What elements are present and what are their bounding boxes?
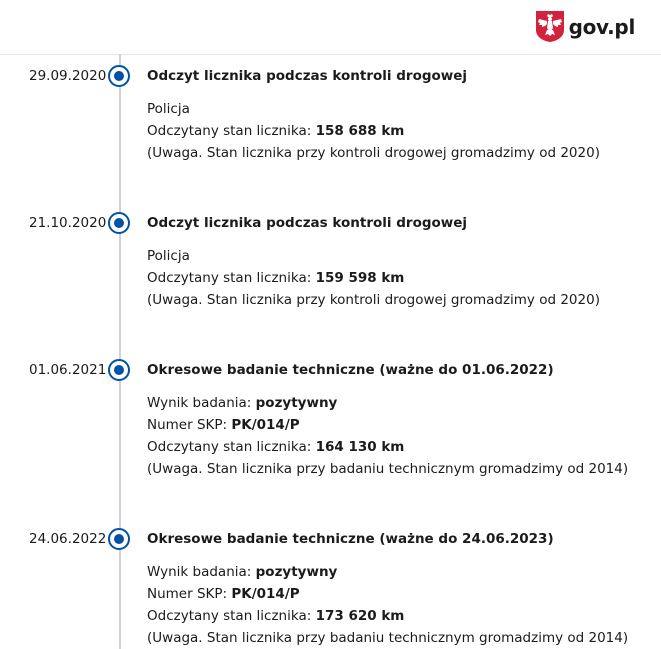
skp-number: [147, 414, 628, 436]
inspection-result: [147, 561, 628, 583]
timeline-dot-icon: [108, 65, 130, 87]
odometer-value: 164 130 km: [315, 439, 405, 455]
entry-date: 01.06.2021: [29, 362, 107, 378]
skp-number: [147, 583, 628, 605]
odometer-reading: [147, 436, 628, 458]
entry-details: [147, 392, 628, 480]
inspection-result: [147, 392, 628, 414]
odometer-value: 173 620 km: [315, 608, 405, 624]
skp-label: Numer SKP:: [147, 586, 232, 602]
skp-value: PK/014/P: [231, 586, 300, 602]
entry-details: [147, 561, 628, 649]
timeline-dot-icon: [108, 212, 130, 234]
polish-eagle-emblem-icon: [535, 10, 565, 43]
result-label: Wynik badania:: [147, 395, 256, 411]
note-text: (Uwaga. Stan licznika przy badaniu technicznym gromadzimy od 2014): [147, 461, 629, 477]
odometer-value: 159 598 km: [315, 270, 405, 286]
odometer-label: Odczytany stan licznika:: [147, 123, 316, 139]
odometer-reading: [147, 267, 600, 289]
timeline-dot-icon: [108, 359, 130, 381]
timeline-line: [119, 54, 121, 649]
entry-details: [147, 98, 600, 164]
result-value: pozytywny: [255, 564, 338, 580]
entry-title: Odczyt licznika podczas kontroli drogowej: [147, 68, 468, 84]
note-text: (Uwaga. Stan licznika przy kontroli drogowej gromadzimy od 2020): [147, 145, 600, 161]
entry-date: 29.09.2020: [29, 68, 107, 84]
odometer-label: Odczytany stan licznika:: [147, 439, 316, 455]
logo-text: gov.pl: [568, 14, 635, 39]
timeline-dot-icon: [108, 528, 130, 550]
inspector-text: Policja: [147, 101, 190, 117]
odometer-label: Odczytany stan licznika:: [147, 270, 316, 286]
entry-date: 24.06.2022: [29, 531, 107, 547]
entry-title: Odczyt licznika podczas kontroli drogowej: [147, 215, 468, 231]
odometer-value: 158 688 km: [315, 123, 405, 139]
result-value: pozytywny: [255, 395, 338, 411]
gov-pl-logo[interactable]: [535, 10, 635, 43]
result-label: Wynik badania:: [147, 564, 256, 580]
entry-title: Okresowe badanie techniczne (ważne do 01.06.2022): [147, 362, 554, 378]
note-text: (Uwaga. Stan licznika przy kontroli drogowej gromadzimy od 2020): [147, 292, 600, 308]
odometer-label: Odczytany stan licznika:: [147, 608, 316, 624]
inspector-text: Policja: [147, 248, 190, 264]
skp-label: Numer SKP:: [147, 417, 232, 433]
entry-title: Okresowe badanie techniczne (ważne do 24.06.2023): [147, 531, 554, 547]
note-text: (Uwaga. Stan licznika przy badaniu technicznym gromadzimy od 2014): [147, 630, 629, 646]
site-header: [0, 0, 661, 55]
skp-value: PK/014/P: [231, 417, 300, 433]
entry-details: [147, 245, 600, 311]
odometer-reading: [147, 605, 628, 627]
odometer-reading: [147, 120, 600, 142]
entry-date: 21.10.2020: [29, 215, 107, 231]
